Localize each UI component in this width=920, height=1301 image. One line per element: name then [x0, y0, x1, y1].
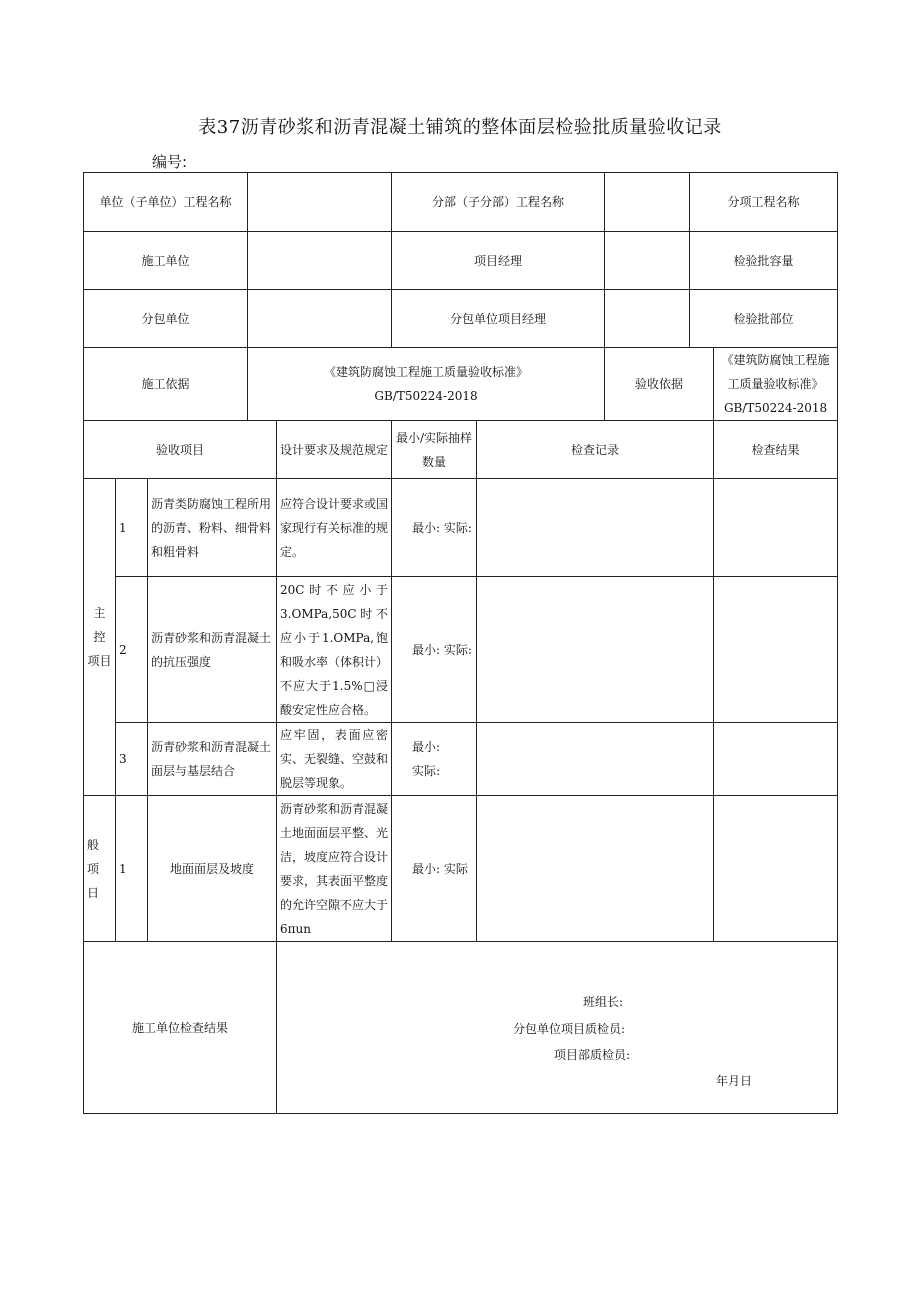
contractor-check-result-label: 施工单位检查结果 — [84, 942, 277, 1114]
batch-location-label: 检验批部位 — [690, 290, 838, 348]
item-record[interactable] — [477, 723, 714, 796]
division-project-value[interactable] — [605, 173, 690, 232]
item-record[interactable] — [477, 479, 714, 577]
item-result[interactable] — [714, 577, 838, 723]
sub-project-manager-label: 分包单位项目经理 — [392, 290, 605, 348]
item-result[interactable] — [714, 796, 838, 942]
acceptance-basis-value — [714, 348, 838, 421]
page-title: 表37沥青砂浆和沥青混凝土铺筑的整体面层检验批质量验收记录 — [198, 117, 722, 138]
batch-capacity-label: 检验批容量 — [690, 232, 838, 290]
date-label: 年月日 — [716, 1074, 753, 1088]
unit-project-label: 单位（子单位）工程名称 — [84, 173, 248, 232]
item-name: 地面面层及坡度 — [148, 796, 277, 942]
construction-basis-line2: GB/T50224-2018 — [374, 389, 478, 403]
item-name: 沥青砂浆和沥青混凝土的抗压强度 — [148, 577, 277, 723]
col-header-item: 验收项目 — [84, 421, 277, 479]
sub-project-manager-value[interactable] — [605, 290, 690, 348]
item-result[interactable] — [714, 723, 838, 796]
main-control-group-label: 主 控 项目 — [84, 479, 116, 796]
subcontractor-label: 分包单位 — [84, 290, 248, 348]
col-header-record: 检查记录 — [477, 421, 714, 479]
subitem-project-label: 分项工程名称 — [690, 173, 838, 232]
general-group-label: 般 项 日 — [84, 796, 116, 942]
construction-basis-label: 施工依据 — [84, 348, 248, 421]
item-sampling-min: 最小: — [412, 740, 441, 754]
item-record[interactable] — [477, 796, 714, 942]
construction-basis-value — [248, 348, 605, 421]
acceptance-basis-line1: 《建筑防腐蚀工程施工质量验收标准》 — [721, 353, 830, 391]
item-requirement: 20C时不应小于3.OMPa,50C时不应小于1.OMPa,饱和吸水率（体积计）不应大于1.5%□浸酸安定性应合格。 — [277, 577, 392, 723]
item-requirement: 应符合设计要求或国家现行有关标准的规定。 — [277, 479, 392, 577]
item-requirement: 沥青砂浆和沥青混凝土地面面层平整、光洁，坡度应符合设计要求，其表面平整度的允许空隙不应大于6πun — [277, 796, 392, 942]
item-sampling[interactable]: 最小: 实际: — [392, 479, 477, 577]
item-name: 沥青砂浆和沥青混凝土面层与基层结合 — [148, 723, 277, 796]
col-header-result: 检查结果 — [714, 421, 838, 479]
acceptance-basis-label: 验收依据 — [605, 348, 714, 421]
table-row — [84, 723, 838, 796]
inspection-record-table — [83, 172, 838, 1114]
item-requirement: 应牢固，表面应密实、无裂缝、空鼓和脱层等现象。 — [277, 723, 392, 796]
sub-quality-inspector-label: 分包单位项目质检员: — [513, 1022, 626, 1036]
table-row — [84, 796, 838, 942]
col-header-sampling: 最小/实际抽样数量 — [392, 421, 477, 479]
contractor-value[interactable] — [248, 232, 392, 290]
item-record[interactable] — [477, 577, 714, 723]
project-manager-label: 项目经理 — [392, 232, 605, 290]
item-result[interactable] — [714, 479, 838, 577]
project-quality-inspector-label: 项目部质检员: — [554, 1048, 631, 1062]
unit-project-value[interactable] — [248, 173, 392, 232]
construction-basis-line1: 《建筑防腐蚀工程施工质量验收标准》 — [324, 365, 529, 379]
project-manager-value[interactable] — [605, 232, 690, 290]
item-sampling[interactable] — [392, 723, 477, 796]
item-sampling[interactable]: 最小: 实际 — [392, 796, 477, 942]
team-leader-label: 班组长: — [583, 995, 624, 1009]
item-name: 沥青类防腐蚀工程所用的沥青、粉料、细骨料和粗骨料 — [148, 479, 277, 577]
col-header-requirement: 设计要求及规范规定 — [277, 421, 392, 479]
contractor-label: 施工单位 — [84, 232, 248, 290]
division-project-label: 分部（子分部）工程名称 — [392, 173, 605, 232]
record-number-label: 编号: — [152, 153, 188, 171]
subcontractor-value[interactable] — [248, 290, 392, 348]
item-number: 1 — [116, 479, 148, 577]
item-sampling-actual: 实际: — [412, 764, 441, 778]
table-row — [84, 577, 838, 723]
item-number: 2 — [116, 577, 148, 723]
item-sampling[interactable]: 最小: 实际: — [392, 577, 477, 723]
table-row — [84, 479, 838, 577]
item-number: 3 — [116, 723, 148, 796]
item-number: 1 — [116, 796, 148, 942]
acceptance-basis-line2: GB/T50224-2018 — [723, 401, 828, 415]
